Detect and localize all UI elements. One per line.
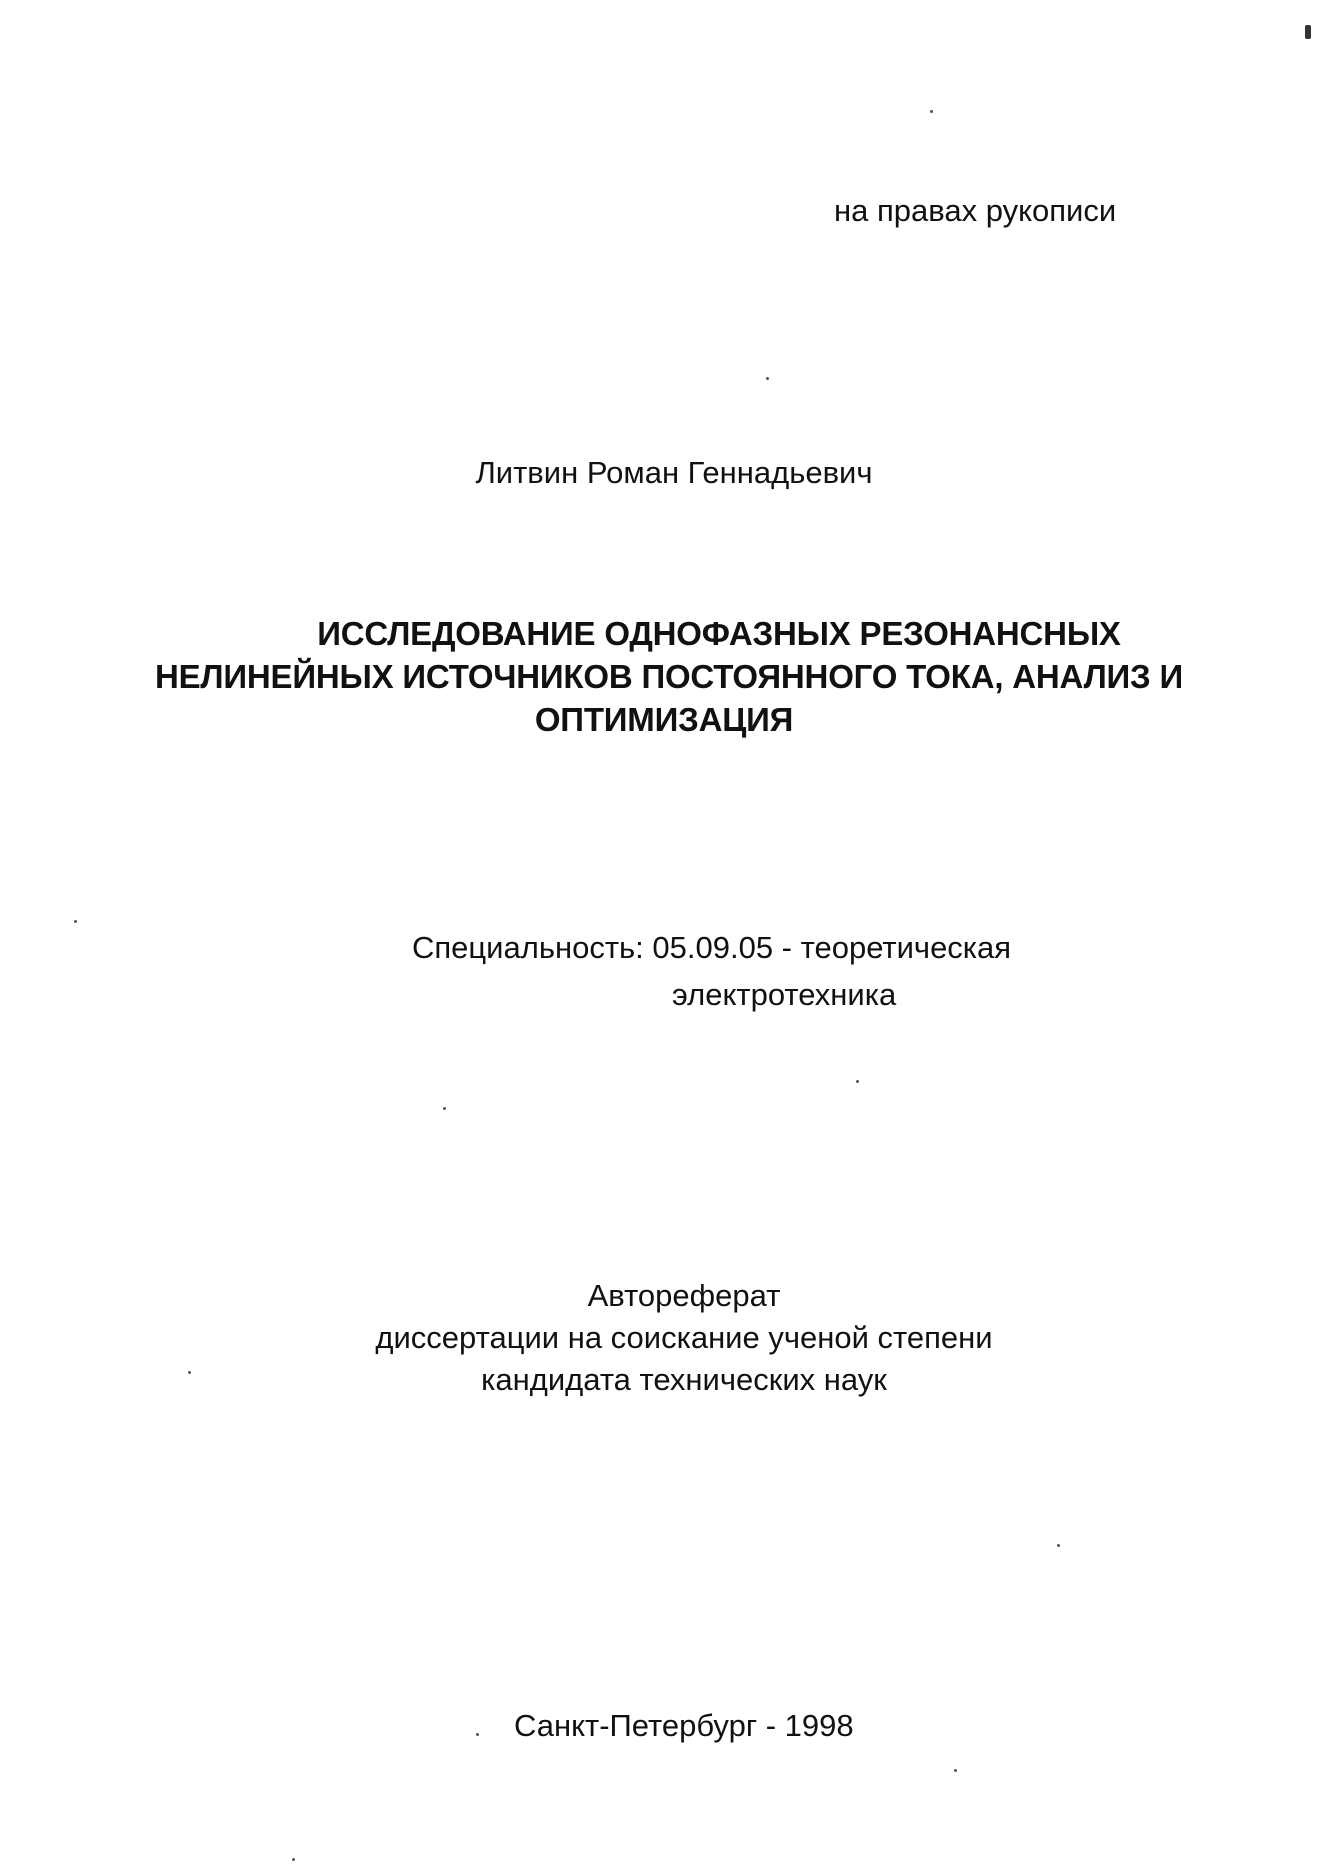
author-name: Литвин Роман Геннадьевич — [475, 455, 873, 490]
scan-speck — [766, 377, 769, 380]
specialty-line-continued: электротехника — [672, 977, 897, 1012]
abstract-line: диссертации на соискание ученой степени — [375, 1320, 993, 1355]
manuscript-note: на правах рукописи — [834, 193, 1117, 228]
abstract-description — [0, 1275, 1328, 1401]
scan-speck — [443, 1107, 446, 1110]
scan-speck — [292, 1858, 295, 1861]
title-line: ОПТИМИЗАЦИЯ — [534, 701, 794, 738]
scan-speck — [856, 1080, 859, 1083]
title-line: ИССЛЕДОВАНИЕ ОДНОФАЗНЫХ РЕЗОНАНСНЫХ — [317, 615, 1121, 652]
dissertation-title — [0, 612, 1328, 741]
title-line: НЕЛИНЕЙНЫХ ИСТОЧНИКОВ ПОСТОЯННОГО ТОКА, АНАЛИЗ И — [154, 658, 1184, 695]
scan-speck — [74, 920, 77, 923]
scan-speck — [1057, 1544, 1060, 1547]
abstract-line: Автореферат — [587, 1278, 781, 1313]
scan-speck — [476, 1733, 479, 1736]
scan-mark — [1305, 25, 1311, 39]
scan-speck — [188, 1371, 191, 1374]
specialty-line: Специальность: 05.09.05 - теоретическая — [412, 930, 1012, 965]
city-year: Санкт-Петербург - 1998 — [514, 1708, 854, 1743]
scan-speck — [930, 110, 933, 113]
abstract-line: кандидата технических наук — [481, 1362, 887, 1397]
scan-speck — [954, 1769, 957, 1772]
